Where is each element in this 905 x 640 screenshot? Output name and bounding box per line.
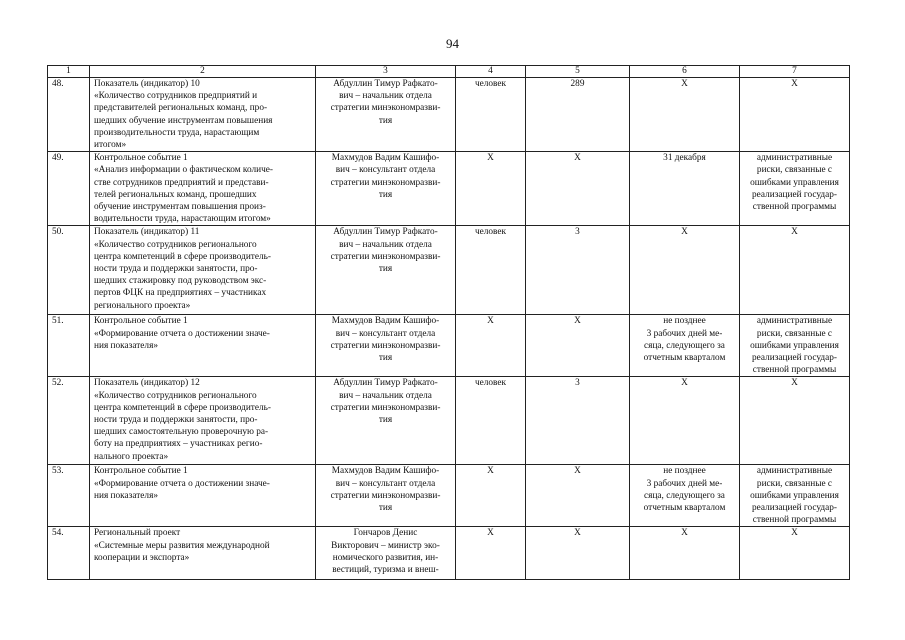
risks-cell-line: реализацией государ- — [751, 503, 837, 514]
risks-cell — [740, 527, 850, 580]
responsible-cell-line: стратегии минэкономразви- — [330, 251, 441, 262]
responsible-cell-line: вич – консультант отдела — [335, 328, 436, 339]
description-cell-line: боту на предприятиях – участниках регио- — [94, 439, 263, 450]
description-cell-line: производительности труда, нарастающим — [94, 127, 260, 138]
table-header-row — [48, 66, 850, 78]
risks-cell-line: риски, связанные с — [756, 478, 833, 489]
unit-cell: человек — [456, 377, 526, 465]
description-cell-line: водительности труда, нарастающим итогом» — [94, 214, 271, 225]
deadline-cell-line: отчетным кварталом — [643, 503, 726, 514]
column-header: 4 — [456, 66, 526, 78]
description-cell-line: «Количество сотрудников регионального — [94, 239, 257, 250]
column-header: 1 — [48, 66, 90, 78]
value-cell: X — [526, 465, 630, 527]
column-header: 7 — [740, 66, 850, 78]
responsible-cell-line: Гончаров Денис — [353, 528, 418, 539]
risks-cell-line: X — [791, 79, 798, 89]
description-cell — [90, 527, 316, 580]
deadline-cell-line: X — [681, 79, 688, 89]
description-cell — [90, 78, 316, 152]
deadline-cell — [630, 377, 740, 465]
responsible-cell-line: Викторович – министр эко- — [331, 540, 440, 551]
description-cell-line: Показатель (индикатор) 11 — [94, 227, 200, 238]
description-cell — [90, 377, 316, 465]
table-row — [48, 527, 850, 580]
deadline-cell-line: X — [681, 528, 688, 539]
description-cell-line: «Формирование отчета о достижении значе- — [94, 328, 270, 339]
description-cell-line: ности труда и поддержки занятости, про- — [94, 264, 258, 275]
responsible-cell-line: тия — [378, 353, 393, 364]
responsible-cell-line: Абдуллин Тимур Рафкато- — [333, 378, 438, 389]
table-row — [48, 315, 850, 377]
responsible-cell — [316, 377, 456, 465]
value-cell: X — [526, 152, 630, 226]
column-header: 2 — [90, 66, 316, 78]
description-cell-line: шедших самостоятельную проверочную ра- — [94, 427, 269, 438]
deadline-cell — [630, 78, 740, 152]
responsible-cell — [316, 78, 456, 152]
deadline-cell-line: не позднее — [663, 466, 706, 477]
risks-cell-line: ственной программы — [752, 515, 837, 526]
unit-cell: человек — [456, 226, 526, 315]
risks-cell-line: ошибками управления — [750, 340, 839, 351]
description-cell-line: шедших стажировку под руководством экс- — [94, 276, 267, 287]
responsible-cell-line: стратегии минэкономразви- — [330, 177, 441, 188]
description-cell — [90, 226, 316, 315]
row-number-cell: 53. — [48, 465, 90, 527]
deadline-cell — [630, 226, 740, 315]
risks-cell-line: ственной программы — [752, 202, 837, 213]
responsible-cell-line: тия — [378, 264, 393, 275]
responsible-cell-line: тия — [378, 115, 393, 126]
description-cell-line: «Системные меры развития международной — [94, 540, 270, 551]
table-row — [48, 377, 850, 465]
row-number-cell: 48. — [48, 78, 90, 152]
risks-cell-line: административные — [756, 466, 833, 477]
column-header: 3 — [316, 66, 456, 78]
responsible-cell-line: тия — [378, 503, 393, 514]
row-number-cell: 51. — [48, 315, 90, 377]
deadline-cell — [630, 152, 740, 226]
description-cell-line: стве сотрудников предприятий и представи- — [94, 177, 269, 188]
description-cell-line: Контрольное событие 1 — [94, 153, 188, 164]
table-row — [48, 226, 850, 315]
responsible-cell-line: Абдуллин Тимур Рафкато- — [333, 79, 438, 89]
risks-cell-line: X — [791, 528, 798, 539]
responsible-cell-line: Абдуллин Тимур Рафкато- — [333, 227, 438, 238]
description-cell-line: кооперации и экспорта» — [94, 552, 190, 563]
value-cell: 3 — [526, 226, 630, 315]
risks-cell-line: реализацией государ- — [751, 353, 837, 364]
responsible-cell — [316, 226, 456, 315]
deadline-cell-line: сяца, следующего за — [644, 340, 725, 351]
responsible-cell-line: стратегии минэкономразви- — [330, 402, 441, 413]
risks-cell-line: ошибками управления — [750, 490, 839, 501]
responsible-cell-line: вестиций, туризма и внеш- — [332, 565, 439, 576]
deadline-cell — [630, 527, 740, 580]
responsible-cell — [316, 315, 456, 377]
description-cell — [90, 465, 316, 527]
deadline-cell-line: 31 декабря — [663, 153, 706, 164]
responsible-cell-line: Махмудов Вадим Кашифо- — [331, 316, 440, 327]
deadline-cell-line: 3 рабочих дней ме- — [646, 478, 723, 489]
description-cell-line: центра компетенций в сфере производитель- — [94, 251, 271, 262]
description-cell-line: ния показателя» — [94, 340, 158, 351]
risks-cell-line: ственной программы — [752, 365, 837, 376]
column-header: 5 — [526, 66, 630, 78]
deadline-cell-line: не позднее — [663, 316, 706, 327]
responsible-cell — [316, 527, 456, 580]
risks-cell — [740, 465, 850, 527]
unit-cell: X — [456, 527, 526, 580]
deadline-cell — [630, 465, 740, 527]
value-cell: X — [526, 315, 630, 377]
responsible-cell-line: Махмудов Вадим Кашифо- — [331, 153, 440, 164]
risks-cell — [740, 78, 850, 152]
row-number-cell: 50. — [48, 226, 90, 315]
description-cell-line: Региональный проект — [94, 528, 181, 539]
responsible-cell-line: вич – консультант отдела — [335, 478, 436, 489]
responsible-cell — [316, 465, 456, 527]
description-cell — [90, 315, 316, 377]
description-cell-line: Показатель (индикатор) 12 — [94, 378, 200, 389]
unit-cell: X — [456, 152, 526, 226]
responsible-cell-line: вич – начальник отдела — [339, 239, 432, 250]
description-cell-line: центра компетенций в сфере производитель- — [94, 402, 271, 413]
description-cell-line: ности труда и поддержки занятости, про- — [94, 415, 258, 426]
description-cell-line: телей региональных команд, прошедших — [94, 189, 257, 200]
row-number-cell: 54. — [48, 527, 90, 580]
description-cell-line: Контрольное событие 1 — [94, 466, 188, 477]
description-cell-line: «Количество сотрудников регионального — [94, 390, 257, 401]
description-cell-line: «Количество сотрудников предприятий и — [94, 91, 258, 102]
risks-cell — [740, 315, 850, 377]
value-cell: 289 — [526, 78, 630, 152]
table-row — [48, 465, 850, 527]
row-number-cell: 49. — [48, 152, 90, 226]
description-cell-line: обучение инструментам повышения произ- — [94, 202, 266, 213]
description-cell-line: «Анализ информации о фактическом количе- — [94, 165, 274, 176]
responsible-cell-line: Махмудов Вадим Кашифо- — [331, 466, 440, 477]
risks-cell-line: X — [791, 378, 798, 389]
unit-cell: X — [456, 315, 526, 377]
row-number-cell: 52. — [48, 377, 90, 465]
value-cell: X — [526, 527, 630, 580]
deadline-cell-line: X — [681, 227, 688, 238]
description-cell-line: «Формирование отчета о достижении значе- — [94, 478, 270, 489]
table-row — [48, 152, 850, 226]
risks-cell-line: административные — [756, 316, 833, 327]
deadline-cell — [630, 315, 740, 377]
description-cell-line: ния показателя» — [94, 490, 158, 501]
responsible-cell-line: вич – консультант отдела — [335, 165, 436, 176]
responsible-cell-line: тия — [378, 415, 393, 426]
deadline-cell-line: X — [681, 378, 688, 389]
unit-cell: человек — [456, 78, 526, 152]
table-row — [48, 78, 850, 152]
deadline-cell-line: сяца, следующего за — [644, 490, 725, 501]
description-cell-line: итогом» — [94, 140, 127, 151]
description-cell-line: представителей региональных команд, про- — [94, 103, 268, 114]
risks-cell — [740, 377, 850, 465]
responsible-cell-line: стратегии минэкономразви- — [330, 103, 441, 114]
responsible-cell-line: стратегии минэкономразви- — [330, 490, 441, 501]
description-cell-line: шедших обучение инструментам повышения — [94, 115, 273, 126]
risks-cell-line: административные — [756, 153, 833, 164]
value-cell: 3 — [526, 377, 630, 465]
risks-cell — [740, 152, 850, 226]
responsible-cell-line: вич – начальник отдела — [339, 91, 432, 102]
description-cell-line: регионального проекта» — [94, 300, 191, 311]
responsible-cell-line: номического развития, ин- — [332, 552, 439, 563]
page-number: 94 — [446, 36, 459, 51]
responsible-cell — [316, 152, 456, 226]
unit-cell: X — [456, 465, 526, 527]
risks-cell-line: X — [791, 227, 798, 238]
risks-cell — [740, 226, 850, 315]
column-header: 6 — [630, 66, 740, 78]
risks-cell-line: риски, связанные с — [756, 165, 833, 176]
description-cell-line: Контрольное событие 1 — [94, 316, 188, 327]
responsible-cell-line: вич – начальник отдела — [339, 390, 432, 401]
description-cell-line: нального проекта» — [94, 451, 169, 462]
deadline-cell-line: 3 рабочих дней ме- — [646, 328, 723, 339]
risks-cell-line: риски, связанные с — [756, 328, 833, 339]
description-cell — [90, 152, 316, 226]
risks-cell-line: ошибками управления — [750, 177, 839, 188]
responsible-cell-line: стратегии минэкономразви- — [330, 340, 441, 351]
description-cell-line: Показатель (индикатор) 10 — [94, 79, 200, 89]
responsible-cell-line: тия — [378, 189, 393, 200]
deadline-cell-line: отчетным кварталом — [643, 353, 726, 364]
program-table — [47, 65, 850, 580]
description-cell-line: пертов ФЦК на предприятиях – участниках — [94, 288, 267, 299]
risks-cell-line: реализацией государ- — [751, 189, 837, 200]
